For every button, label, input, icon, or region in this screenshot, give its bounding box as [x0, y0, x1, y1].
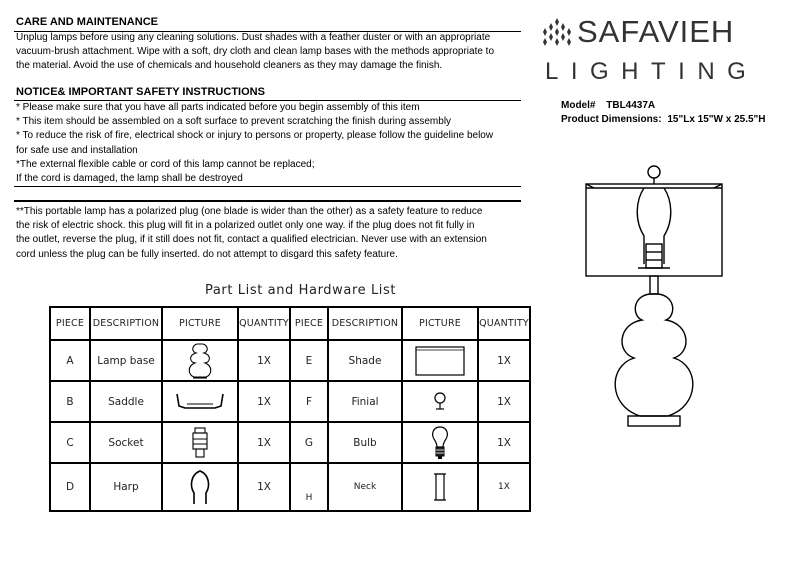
description-cell: Neck [328, 463, 402, 511]
care-line: vacuum-brush attachment. Wipe with a soft, dry cloth and clean lamp bases with the methods appropriate to [16, 46, 495, 58]
socket-outline [646, 244, 662, 268]
piece-cell: C [50, 422, 90, 463]
quantity-cell: 1X [478, 463, 530, 511]
saddle-icon [175, 390, 225, 414]
table-header-row [50, 307, 530, 340]
dimensions-line [561, 114, 766, 125]
dimensions-label: Product Dimensions: [561, 114, 662, 125]
bulb-icon [430, 426, 450, 460]
divider [14, 186, 521, 187]
part-list-title: Part List and Hardware List [205, 283, 397, 298]
base-outline [628, 416, 680, 426]
table-row [50, 422, 530, 463]
quantity-cell: 1X [238, 340, 290, 381]
piece-cell: A [50, 340, 90, 381]
table-row [50, 381, 530, 422]
model-line [561, 100, 655, 111]
quantity-cell: 1X [238, 422, 290, 463]
safety-heading: NOTICE& IMPORTANT SAFETY INSTRUCTIONS [16, 86, 265, 98]
care-heading: CARE AND MAINTENANCE [16, 16, 158, 28]
picture-cell [162, 381, 238, 422]
piece-cell: B [50, 381, 90, 422]
safavieh-logo-icon [542, 18, 572, 52]
lamp-base-icon [186, 342, 214, 380]
quantity-cell: 1X [478, 340, 530, 381]
divider [14, 200, 521, 202]
quantity-cell: 1X [238, 463, 290, 511]
safety-text [16, 101, 493, 186]
table-row [50, 463, 530, 511]
safety-line: * This item should be assembled on a soft surface to prevent scratching the finish during assembly [16, 116, 452, 128]
quantity-cell: 1X [238, 381, 290, 422]
picture-cell [402, 422, 478, 463]
description-cell: Finial [328, 381, 402, 422]
finial-outline [648, 166, 660, 178]
safety-line: * To reduce the risk of fire, electrical shock or injury to persons or property, please follow the guideline below [16, 130, 494, 142]
lamp-body-outline [615, 294, 693, 416]
header-cell: QUANTITY [238, 307, 290, 340]
plug-text [16, 205, 487, 262]
neck-icon [433, 472, 447, 502]
model-label: Model# [561, 100, 596, 111]
header-cell: DESCRIPTION [328, 307, 402, 340]
brand-sub: LIGHTING [545, 58, 759, 85]
shade-outline [586, 184, 722, 276]
header-cell: PIECE [290, 307, 328, 340]
header-cell: PICTURE [402, 307, 478, 340]
quantity-cell: 1X [478, 422, 530, 463]
picture-cell [402, 381, 478, 422]
picture-cell [402, 463, 478, 511]
table-row [50, 340, 530, 381]
piece-cell: D [50, 463, 90, 511]
picture-cell [162, 340, 238, 381]
safety-line: *The external flexible cable or cord of this lamp cannot be replaced; [16, 158, 315, 170]
header-cell: PIECE [50, 307, 90, 340]
brand-name: SAFAVIEH [577, 14, 735, 49]
harp-icon [188, 469, 212, 505]
description-cell: Harp [90, 463, 162, 511]
picture-cell [402, 340, 478, 381]
header-cell: PICTURE [162, 307, 238, 340]
description-cell: Socket [90, 422, 162, 463]
lamp-illustration [580, 160, 730, 435]
finial-icon [432, 391, 448, 413]
care-line: the material. Avoid the use of chemicals and household cleaners as they may damage the finish. [16, 60, 443, 72]
picture-cell [162, 463, 238, 511]
description-cell: Bulb [328, 422, 402, 463]
description-cell: Lamp base [90, 340, 162, 381]
care-text [16, 31, 494, 74]
shade-icon [415, 346, 465, 376]
part-table [49, 306, 531, 512]
header-cell: DESCRIPTION [90, 307, 162, 340]
care-line: Unplug lamps before using any cleaning solutions. Dust shades with a feather duster or with an appropriate [16, 32, 491, 43]
description-cell: Saddle [90, 381, 162, 422]
plug-line: the outlet, reverse the plug, if it still does not fit, contact a qualified electrician. Never use with an extension [16, 234, 487, 246]
piece-cell: F [290, 381, 328, 422]
safety-line: * Please make sure that you have all parts indicated before you begin assembly of this item [16, 102, 420, 113]
quantity-cell: 1X [478, 381, 530, 422]
description-cell: Shade [328, 340, 402, 381]
socket-icon [190, 427, 210, 459]
plug-line: the risk of electric shock. this plug will fit in a polarized outlet only one way. if the plug does not fit fully in [16, 220, 475, 232]
piece-cell: E [290, 340, 328, 381]
piece-cell: G [290, 422, 328, 463]
safety-line: for safe use and installation [16, 144, 138, 156]
model-value: TBL4437A [606, 100, 656, 111]
plug-line: cord unless the plug can be fully inserted. do not attempt to disgard this safety feature. [16, 248, 398, 260]
piece-cell: H [290, 463, 328, 511]
header-cell: QUANTITY [478, 307, 530, 340]
picture-cell [162, 422, 238, 463]
plug-line: **This portable lamp has a polarized plug (one blade is wider than the other) as a safety feature to reduce [16, 206, 483, 217]
dimensions-value: 15"Lx 15"W x 25.5"H [667, 114, 766, 125]
safety-line: If the cord is damaged, the lamp shall be destroyed [16, 173, 243, 185]
